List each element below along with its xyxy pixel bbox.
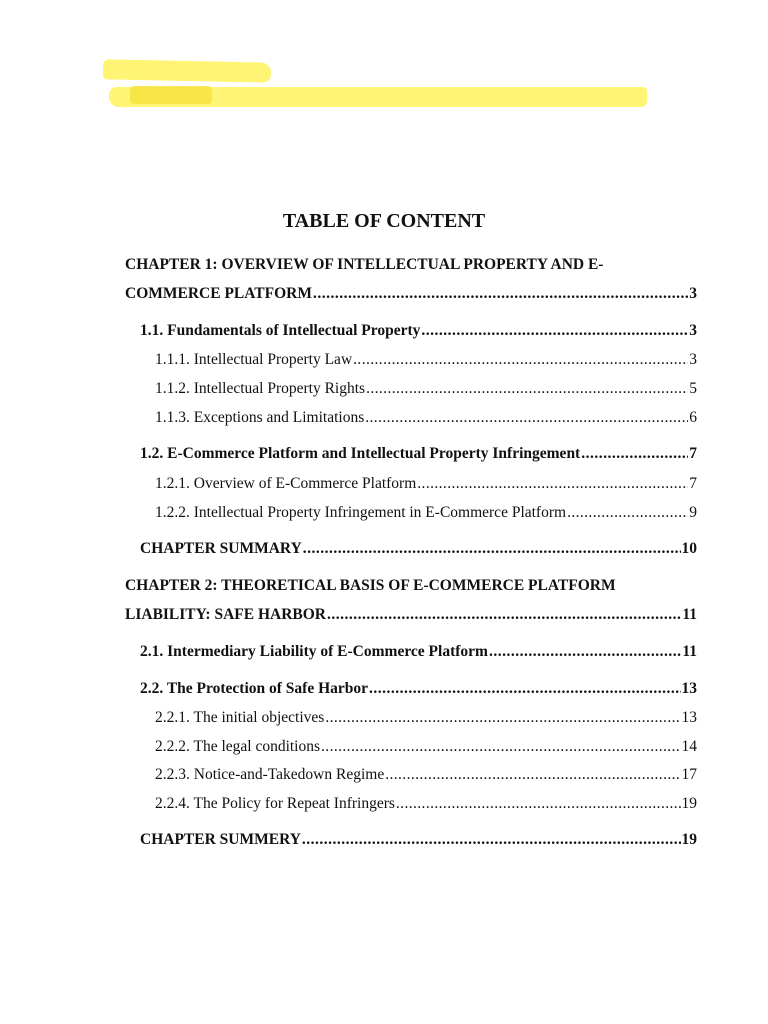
toc-label: 1.1.1. Intellectual Property Law — [155, 351, 353, 368]
toc-page: 7 — [689, 445, 697, 462]
toc-label: 2.2.1. The initial objectives — [155, 709, 325, 726]
toc-leader — [385, 765, 680, 785]
toc-leader — [321, 737, 680, 757]
toc-label: 1.1.3. Exceptions and Limitations — [155, 409, 365, 426]
toc-chapter-1[interactable] — [125, 255, 697, 304]
toc-label: CHAPTER SUMMARY — [140, 540, 302, 557]
toc-label: 1.1. Fundamentals of Intellectual Property — [140, 322, 421, 339]
toc-page: 11 — [682, 643, 697, 660]
toc-page: 14 — [681, 738, 697, 755]
toc-label: LIABILITY: SAFE HARBOR — [125, 606, 326, 623]
toc-leader — [396, 794, 681, 814]
toc-leader — [366, 379, 688, 399]
toc-leader — [417, 474, 688, 494]
toc-label: 2.1. Intermediary Liability of E-Commerce Platform — [140, 643, 488, 660]
toc-chapter-2-line1: CHAPTER 2: THEORETICAL BASIS OF E-COMMERCE PLATFORM — [125, 577, 616, 594]
toc-subsection-1-2-2[interactable] — [155, 503, 697, 523]
toc-page: 10 — [681, 540, 697, 557]
toc-chapter-2[interactable] — [125, 576, 697, 625]
toc-page: 13 — [681, 709, 697, 726]
toc-page: 7 — [689, 475, 697, 492]
toc-leader — [567, 503, 688, 523]
toc-subsection-2-2-1[interactable] — [155, 708, 697, 728]
toc-label: 2.2. The Protection of Safe Harbor — [140, 680, 369, 697]
toc-subsection-2-2-4[interactable] — [155, 794, 697, 814]
toc-section-2-2[interactable] — [140, 679, 697, 699]
toc-subsection-2-2-2[interactable] — [155, 737, 697, 757]
toc-page: 3 — [689, 322, 697, 339]
toc-label: 1.2. E-Commerce Platform and Intellectual Property Infringement — [140, 445, 581, 462]
toc-label: CHAPTER SUMMERY — [140, 831, 301, 848]
toc-section-2-1[interactable] — [140, 642, 697, 662]
toc-page: 9 — [689, 504, 697, 521]
toc-label: 2.2.3. Notice-and-Takedown Regime — [155, 766, 385, 783]
toc-page: 3 — [689, 351, 697, 368]
highlight-mark-1 — [103, 59, 271, 83]
toc-page: 17 — [681, 766, 697, 783]
toc-leader — [365, 408, 688, 428]
toc-leader — [369, 679, 680, 699]
toc-chapter-1-line1: CHAPTER 1: OVERVIEW OF INTELLECTUAL PROPERTY AND E- — [125, 256, 604, 273]
toc-subsection-2-2-3[interactable] — [155, 765, 697, 785]
toc-label: 2.2.4. The Policy for Repeat Infringers — [155, 795, 395, 812]
toc-leader — [421, 321, 688, 341]
toc-page: 11 — [682, 606, 697, 623]
toc-leader — [581, 444, 688, 464]
toc-section-1-1[interactable] — [140, 321, 697, 341]
toc-chapter-2-summary[interactable] — [140, 830, 697, 850]
toc-leader — [353, 350, 688, 370]
toc-label: 1.2.1. Overview of E-Commerce Platform — [155, 475, 417, 492]
toc-subsection-1-1-3[interactable] — [155, 408, 697, 428]
toc-subsection-1-1-2[interactable] — [155, 379, 697, 399]
toc-page: 6 — [689, 409, 697, 426]
toc-label: 1.1.2. Intellectual Property Rights — [155, 380, 366, 397]
page-title: TABLE OF CONTENT — [282, 210, 486, 232]
toc-chapter-1-summary[interactable] — [140, 539, 697, 559]
toc-leader — [302, 830, 681, 850]
toc-label: 1.2.2. Intellectual Property Infringement in E-Commerce Platform — [155, 504, 567, 521]
toc-leader — [325, 708, 680, 728]
toc-page: 19 — [681, 795, 697, 812]
toc-label: COMMERCE PLATFORM — [125, 285, 312, 302]
toc-page: 19 — [681, 831, 697, 848]
toc-leader — [313, 284, 688, 304]
toc-leader — [303, 539, 681, 559]
toc-label: 2.2.2. The legal conditions — [155, 738, 321, 755]
toc-leader — [327, 605, 681, 625]
toc-subsection-1-2-1[interactable] — [155, 474, 697, 494]
toc-page: 3 — [689, 285, 697, 302]
toc-page: 5 — [689, 380, 697, 397]
highlight-mark-3 — [130, 86, 212, 104]
toc-subsection-1-1-1[interactable] — [155, 350, 697, 370]
toc-section-1-2[interactable] — [140, 444, 697, 464]
toc-leader — [489, 642, 681, 662]
toc-page: 13 — [681, 680, 697, 697]
